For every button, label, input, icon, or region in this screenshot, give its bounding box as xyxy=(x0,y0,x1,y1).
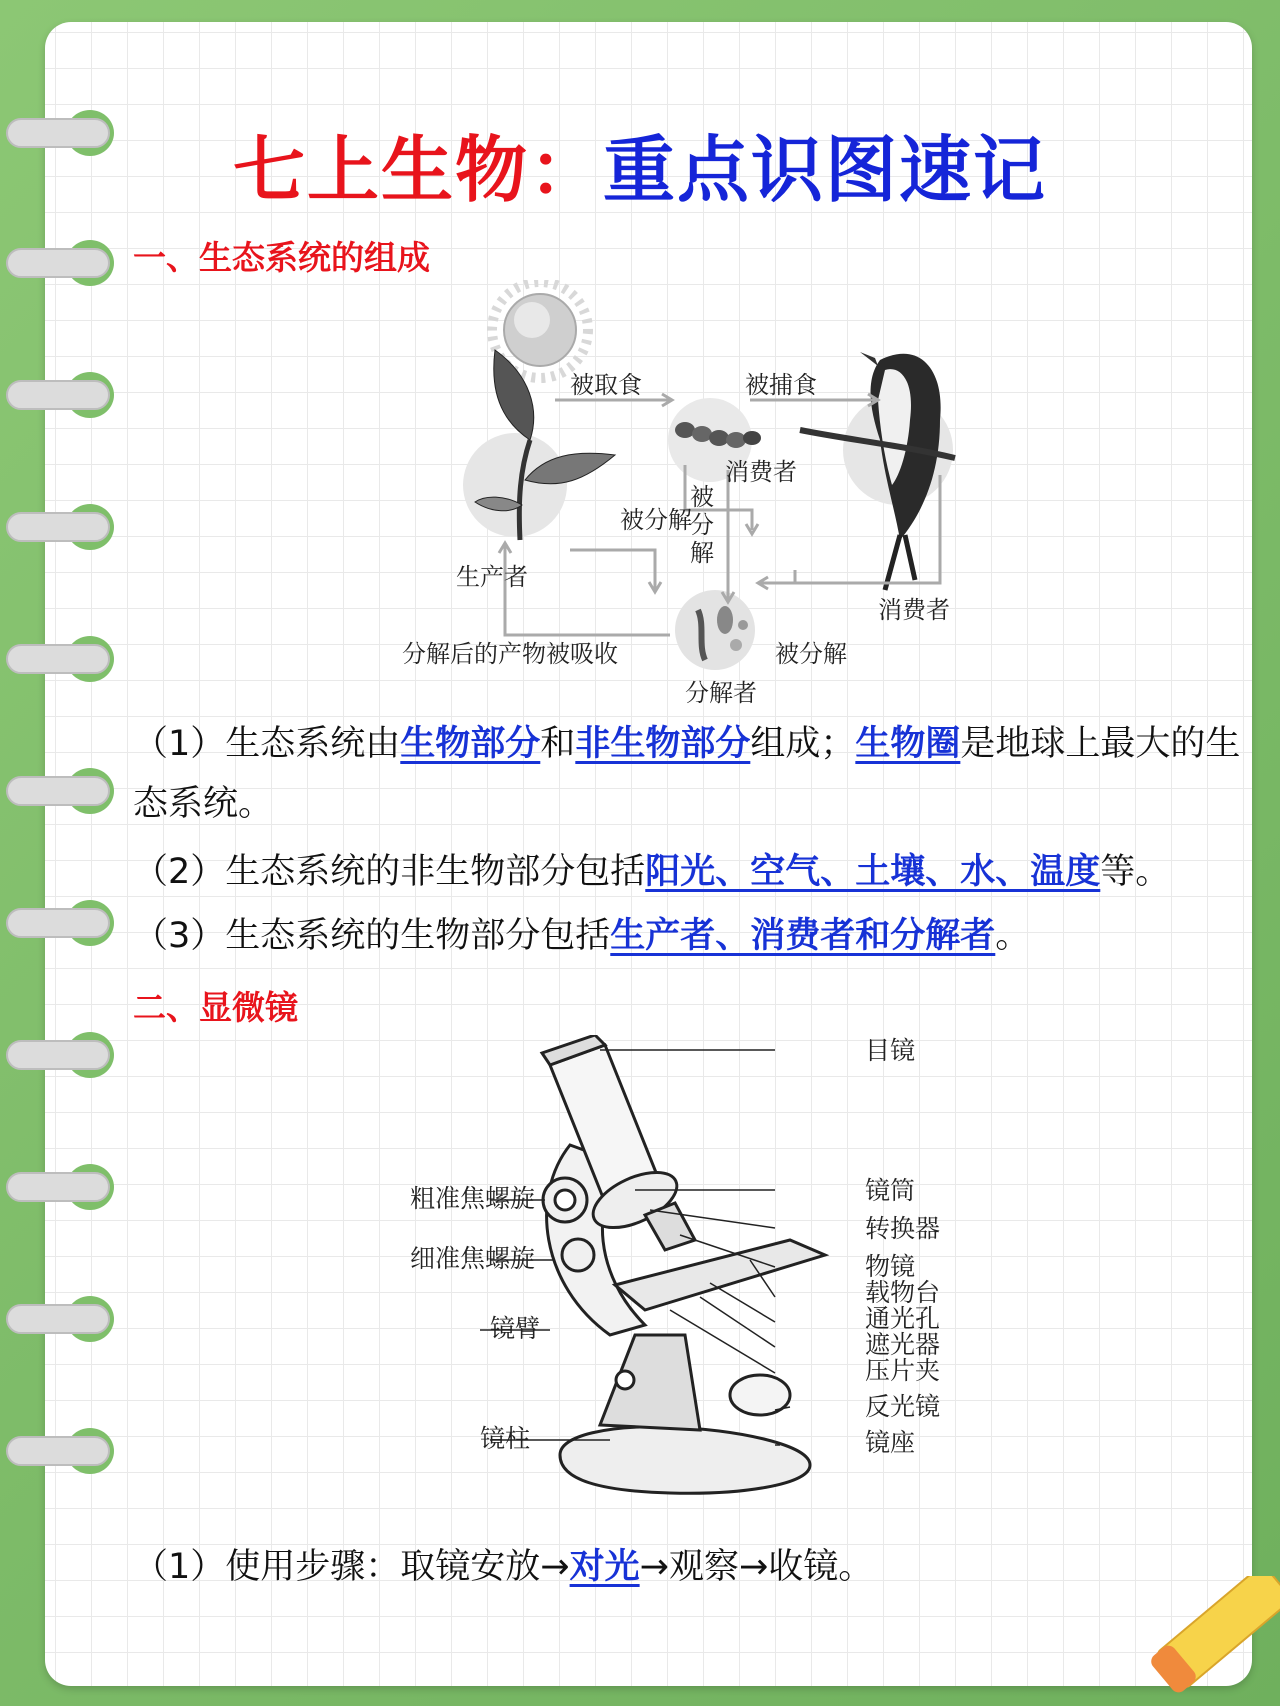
label-objective: 物镜 xyxy=(865,1252,916,1281)
binder-ring xyxy=(6,1164,114,1210)
label-arm: 镜臂 xyxy=(490,1314,541,1343)
highlight: 生物圈 xyxy=(855,724,961,764)
label-decomposed-v2: 分 xyxy=(690,511,714,539)
label-decomposed-v1: 被 xyxy=(690,483,714,511)
label-decomposed1: 被分解 xyxy=(620,506,692,534)
binder-ring xyxy=(6,504,114,550)
highlight: 生产者、消费者和分解者 xyxy=(610,916,996,956)
label-eaten: 被取食 xyxy=(570,371,642,399)
label-preyed: 被捕食 xyxy=(745,371,817,399)
label-fine: 细准焦螺旋 xyxy=(410,1244,536,1273)
label-decomposed-v3: 解 xyxy=(690,539,714,567)
label-producer: 生产者 xyxy=(456,563,528,591)
binder-ring xyxy=(6,1428,114,1474)
title-part-red: 七上生物： xyxy=(232,128,603,212)
label-consumer2: 消费者 xyxy=(878,596,950,624)
text: （2）生态系统的非生物部分包括 xyxy=(133,852,646,892)
label-coarse: 粗准焦螺旋 xyxy=(410,1184,536,1213)
highlight: 对光 xyxy=(569,1547,640,1587)
binder-ring xyxy=(6,768,114,814)
section2-point-1 xyxy=(133,1537,1243,1597)
text: （1）生态系统由 xyxy=(133,724,401,764)
microscope-icon xyxy=(542,1035,825,1493)
text: （1）使用步骤：取镜安放→ xyxy=(133,1547,570,1587)
label-absorbed: 分解后的产物被吸收 xyxy=(402,640,618,668)
binder-ring xyxy=(6,1032,114,1078)
microscope-diagram xyxy=(410,1035,950,1535)
label-pillar: 镜柱 xyxy=(480,1424,531,1453)
section2-heading: 二、显微镜 xyxy=(133,988,298,1027)
label-stage: 载物台 xyxy=(865,1278,941,1307)
highlight: 非生物部分 xyxy=(575,724,751,764)
binder-ring xyxy=(6,1296,114,1342)
text: 和 xyxy=(540,724,576,764)
text: 是地球上最大的生态系统。 xyxy=(133,724,1241,824)
text: →观察→收镜。 xyxy=(639,1547,874,1587)
label-decomposed2: 被分解 xyxy=(775,640,847,668)
label-tube: 镜筒 xyxy=(865,1176,916,1205)
ecosystem-diagram xyxy=(380,280,980,720)
label-eyepiece: 目镜 xyxy=(865,1036,916,1065)
label-consumer1: 消费者 xyxy=(725,458,797,486)
text: 组成； xyxy=(750,724,856,764)
text: （3）生态系统的生物部分包括 xyxy=(133,916,611,956)
title-part-blue: 重点识图速记 xyxy=(603,128,1048,212)
highlight: 阳光、空气、土壤、水、温度 xyxy=(645,852,1101,892)
binder-ring xyxy=(6,240,114,286)
section1-point-1 xyxy=(133,714,1243,834)
label-base: 镜座 xyxy=(865,1428,916,1457)
section1-heading: 一、生态系统的组成 xyxy=(133,238,430,277)
text: 。 xyxy=(995,916,1031,956)
pencil-icon xyxy=(1140,1576,1280,1706)
label-nosepiece: 转换器 xyxy=(865,1214,941,1243)
label-mirror: 反光镜 xyxy=(865,1392,941,1421)
highlight: 生物部分 xyxy=(400,724,541,764)
binder-ring xyxy=(6,900,114,946)
section1-point-2 xyxy=(133,842,1243,902)
text: 等。 xyxy=(1100,852,1171,892)
binder-ring xyxy=(6,372,114,418)
label-clip: 压片夹 xyxy=(865,1356,941,1385)
section1-point-3 xyxy=(133,906,1243,966)
binder-ring xyxy=(6,636,114,682)
label-decomposer: 分解者 xyxy=(685,679,757,707)
label-aperture: 通光孔 xyxy=(865,1304,941,1333)
page-title xyxy=(0,112,1280,216)
label-diaphragm: 遮光器 xyxy=(865,1330,941,1359)
